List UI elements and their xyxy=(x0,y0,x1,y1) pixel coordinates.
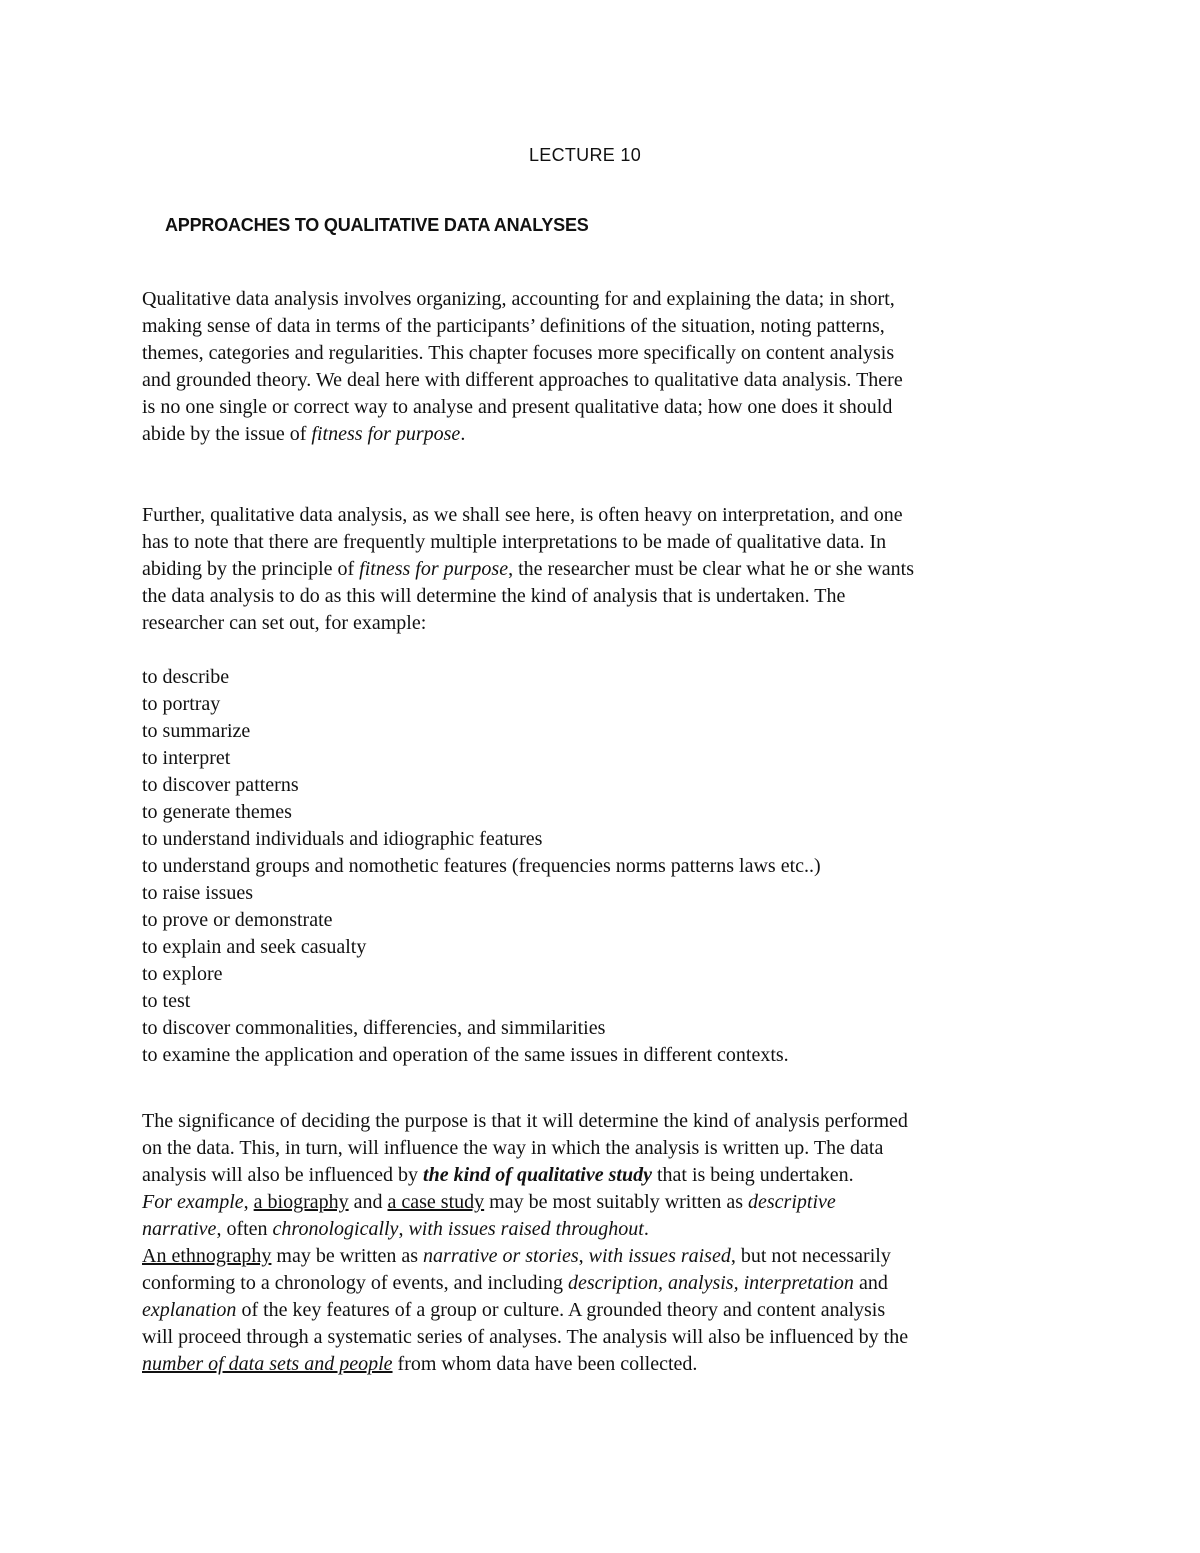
list-item: to explain and seek casualty xyxy=(142,936,367,958)
text-line xyxy=(142,421,1072,448)
text-run: conforming to a chronology of events, and including xyxy=(142,1272,569,1294)
text-line: and grounded theory. We deal here with different approaches to qualitative data analysis. There xyxy=(142,369,903,391)
list-item: to understand groups and nomothetic features (frequencies norms patterns laws etc..) xyxy=(142,855,821,877)
text-run: and xyxy=(853,1272,888,1294)
text-line: researcher can set out, for example: xyxy=(142,612,427,634)
text-line xyxy=(142,1243,1072,1270)
text-line xyxy=(142,556,1072,583)
emphasis-text: chronologically xyxy=(272,1218,399,1240)
list-item: to portray xyxy=(142,693,221,715)
text-run: from whom data have been collected. xyxy=(392,1353,698,1375)
emphasis-text: with issues raised throughout xyxy=(408,1218,644,1240)
lecture-number: LECTURE 10 xyxy=(528,145,642,165)
list-item: to raise issues xyxy=(142,882,254,904)
underlined-emphasis-text: number of data sets and people xyxy=(142,1353,393,1375)
text-run: analysis will also be influenced by xyxy=(142,1164,424,1186)
text-line: is no one single or correct way to analyse and present qualitative data; how one does it should xyxy=(142,396,893,418)
text-line xyxy=(142,1351,1072,1378)
text-line: will proceed through a systematic series of analyses. The analysis will also be influenced by the xyxy=(142,1326,909,1348)
list-item: to understand individuals and idiographic features xyxy=(142,828,543,850)
emphasis-text: descriptive xyxy=(748,1191,836,1213)
list-item: to prove or demonstrate xyxy=(142,909,333,931)
text-run: may be written as xyxy=(271,1245,424,1267)
text-run: that is being undertaken. xyxy=(651,1164,854,1186)
list-item: to describe xyxy=(142,666,230,688)
emphasis-text: explanation xyxy=(142,1299,237,1321)
list-item: to discover patterns xyxy=(142,774,299,796)
emphasis-text: fitness for purpose xyxy=(359,558,509,580)
list-item: to interpret xyxy=(142,747,231,769)
text-run: . xyxy=(460,423,466,445)
text-run: of the key features of a group or culture. A grounded theory and content analysis xyxy=(236,1299,886,1321)
emphasis-text: narrative xyxy=(142,1218,217,1240)
bold-italic-text: the kind of qualitative study xyxy=(423,1164,652,1186)
text-line: Further, qualitative data analysis, as we shall see here, is often heavy on interpretation, and one xyxy=(142,504,903,526)
page-title: APPROACHES TO QUALITATIVE DATA ANALYSES xyxy=(165,215,589,235)
text-run: , the researcher must be clear what he or she wants xyxy=(508,558,915,580)
list-item: to generate themes xyxy=(142,801,292,823)
text-line: on the data. This, in turn, will influence the way in which the analysis is written up. The data xyxy=(142,1137,884,1159)
list-item: to explore xyxy=(142,963,223,985)
emphasis-text: description, analysis, interpretation xyxy=(568,1272,854,1294)
underlined-text: a case study xyxy=(387,1191,485,1213)
text-line xyxy=(142,1297,1072,1324)
list-item: to summarize xyxy=(142,720,251,742)
text-run: abiding by the principle of xyxy=(142,558,360,580)
text-run: , but not necessarily xyxy=(730,1245,891,1267)
list-item: to test xyxy=(142,990,191,1012)
text-run: , xyxy=(398,1218,409,1240)
list-item: to examine the application and operation of the same issues in different contexts. xyxy=(142,1044,789,1066)
interpretation-paragraph xyxy=(142,502,1072,637)
text-line xyxy=(142,1189,1072,1216)
text-line: making sense of data in terms of the participants’ definitions of the situation, noting patterns, xyxy=(142,315,885,337)
emphasis-text: with issues raised xyxy=(588,1245,731,1267)
text-line: the data analysis to do as this will determine the kind of analysis that is undertaken. The xyxy=(142,585,846,607)
text-run: may be most suitably written as xyxy=(484,1191,749,1213)
emphasis-text: For example xyxy=(142,1191,244,1213)
text-run: and xyxy=(348,1191,388,1213)
significance-paragraph xyxy=(142,1108,1072,1378)
emphasis-text: fitness for purpose xyxy=(311,423,461,445)
purpose-list xyxy=(142,664,821,1069)
intro-paragraph xyxy=(142,286,1072,448)
list-item: to discover commonalities, differencies, and simmilarities xyxy=(142,1017,606,1039)
text-run: , xyxy=(578,1245,589,1267)
text-line: themes, categories and regularities. This chapter focuses more specifically on content analysis xyxy=(142,342,895,364)
underlined-text: An ethnography xyxy=(142,1245,272,1267)
text-line: has to note that there are frequently multiple interpretations to be made of qualitative data. In xyxy=(142,531,887,553)
text-run: , xyxy=(243,1191,254,1213)
text-line xyxy=(142,1216,1072,1243)
text-line: Qualitative data analysis involves organizing, accounting for and explaining the data; in short, xyxy=(142,288,895,310)
text-line xyxy=(142,1270,1072,1297)
text-run: . xyxy=(643,1218,649,1240)
underlined-text: a biography xyxy=(253,1191,349,1213)
text-line: The significance of deciding the purpose is that it will determine the kind of analysis performed xyxy=(142,1110,908,1132)
text-line xyxy=(142,1162,1072,1189)
emphasis-text: narrative or stories xyxy=(423,1245,579,1267)
text-run: abide by the issue of xyxy=(142,423,312,445)
text-run: , often xyxy=(216,1218,273,1240)
